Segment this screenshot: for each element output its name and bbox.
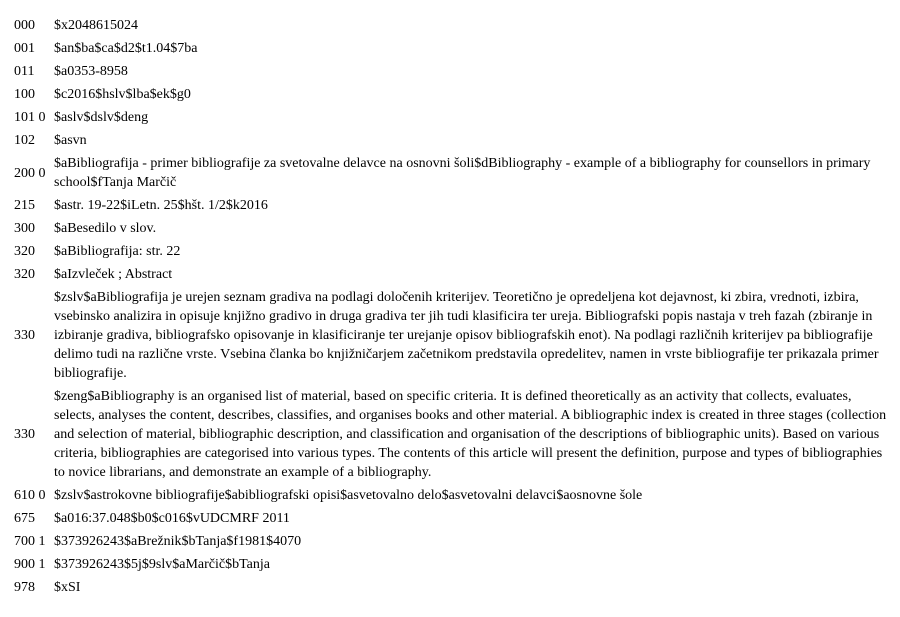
field-content: $aBibliografija - primer bibliografije za svetovalne delavce na osnovni šoli$dBibliography - example of a bibliography for counsellors in primary school$fTanja Marčič bbox=[54, 156, 871, 190]
field-978 bbox=[14, 578, 894, 597]
field-700 bbox=[14, 532, 894, 551]
field-tag: 320 bbox=[14, 267, 35, 282]
field-tag: 330 bbox=[14, 427, 35, 442]
field-330 bbox=[14, 387, 894, 482]
field-tag: 610 0 bbox=[14, 488, 46, 503]
field-tag: 900 1 bbox=[14, 557, 46, 572]
field-102 bbox=[14, 131, 894, 150]
field-tag: 700 1 bbox=[14, 534, 46, 549]
field-tag: 215 bbox=[14, 198, 35, 213]
field-content: $zeng$aBibliography is an organised list of material, based on specific criteria. It is defined theoretically as an activity that collects, evaluates, selects, analyses the content, describes, classifies, and organises books and other material. A bibliographic index is created in three stages (collection and selection of material, bibliographic description, and classification and organisation of the descriptions of bibliographic units). Based on various criteria, bibliographies are categorised into various types. The contents of this article will present the definition, purpose and types of bibliographies to novice librarians, and demonstrate an example of a bibliography. bbox=[54, 389, 887, 480]
field-tag: 320 bbox=[14, 244, 35, 259]
field-tag: 001 bbox=[14, 41, 35, 56]
field-100 bbox=[14, 85, 894, 104]
field-tag: 100 bbox=[14, 87, 35, 102]
field-content: $aslv$dslv$deng bbox=[54, 110, 149, 125]
field-tag: 978 bbox=[14, 580, 35, 595]
field-content: $aBesedilo v slov. bbox=[54, 221, 157, 236]
field-content: $asvn bbox=[54, 133, 87, 148]
field-tag: 200 0 bbox=[14, 165, 46, 181]
field-content: $zslv$aBibliografija je urejen seznam gradiva na podlagi določenih kriterijev. Teoretično je opredeljena kot dejavnost, ki zbira, vrednoti, izbira, vsebinsko analizira in opisuje knjižno gradivo in druga gradiva ter jih tudi klasificira ter ureja. Bibliografski popis nastaja v treh fazah (zbiranje in izbiranje gradiva, bibliografsko opisovanje in klasificiranje ter urejanje opisov bibliografskih enot). Na podlagi različnih kriterijev pa bibliografije delimo tudi na različne vrste. Vsebina članka bo knjižničarjem začetnikom predstavila opredelitev, namen in vrste bibliografije ter prikazala primer bibliografije. bbox=[54, 290, 879, 381]
field-215 bbox=[14, 196, 894, 215]
field-content: $a0353-8958 bbox=[54, 64, 128, 79]
field-320 bbox=[14, 265, 894, 284]
field-content: $an$ba$ca$d2$t1.04$7ba bbox=[54, 41, 198, 56]
field-content: $astr. 19-22$iLetn. 25$hšt. 1/2$k2016 bbox=[54, 198, 268, 213]
field-content: $a016:37.048$b0$c016$vUDCMRF 2011 bbox=[54, 511, 290, 526]
field-tag: 011 bbox=[14, 64, 35, 79]
field-610 bbox=[14, 486, 894, 505]
field-content: $c2016$hslv$lba$ek$g0 bbox=[54, 87, 191, 102]
field-tag: 000 bbox=[14, 18, 35, 33]
field-tag: 101 0 bbox=[14, 110, 46, 125]
field-content: $x2048615024 bbox=[54, 18, 138, 33]
field-content: $zslv$astrokovne bibliografije$abibliografski opisi$asvetovalno delo$asvetovalni delavci$aosnovne šole bbox=[54, 488, 643, 503]
field-content: $aIzvleček ; Abstract bbox=[54, 267, 173, 282]
field-tag: 675 bbox=[14, 511, 35, 526]
field-content: $xSI bbox=[54, 580, 81, 595]
field-tag: 300 bbox=[14, 221, 35, 236]
field-001 bbox=[14, 39, 894, 58]
field-tag: 102 bbox=[14, 133, 35, 148]
field-900 bbox=[14, 555, 894, 574]
field-300 bbox=[14, 219, 894, 238]
field-content: $aBibliografija: str. 22 bbox=[54, 244, 181, 259]
field-330 bbox=[14, 288, 894, 383]
field-tag: 330 bbox=[14, 328, 35, 343]
field-200 bbox=[14, 154, 894, 192]
field-content: $373926243$aBrežnik$bTanja$f1981$4070 bbox=[54, 534, 302, 549]
field-101 bbox=[14, 108, 894, 127]
marc-record bbox=[14, 16, 894, 601]
field-320 bbox=[14, 242, 894, 261]
field-011 bbox=[14, 62, 894, 81]
field-content: $373926243$5j$9slv$aMarčič$bTanja bbox=[54, 557, 270, 572]
field-675 bbox=[14, 509, 894, 528]
field-000 bbox=[14, 16, 894, 35]
